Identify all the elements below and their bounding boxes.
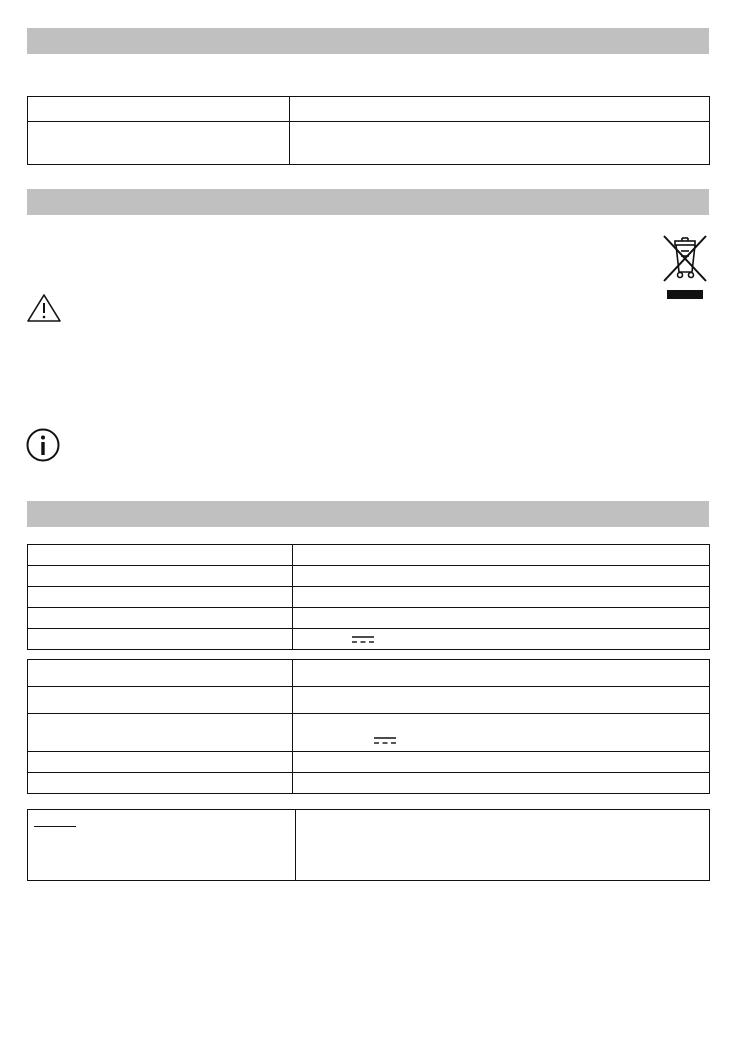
- table-cell: [293, 752, 710, 773]
- table-cell: [293, 566, 710, 587]
- table-cell: [28, 545, 293, 566]
- table-cell: [293, 608, 710, 629]
- table-cell: [293, 773, 710, 794]
- spec-table-b: [27, 659, 710, 794]
- table-cell: [28, 752, 293, 773]
- section-header-3: [27, 501, 709, 527]
- weee-crossed-bin-icon: [660, 233, 710, 301]
- table-cell: [28, 810, 296, 881]
- table-cell: [28, 714, 293, 752]
- info-icon: [25, 427, 61, 463]
- table-cell: [293, 714, 710, 752]
- table-cell: [290, 97, 710, 122]
- table-cell: [296, 810, 710, 881]
- table-cell: [28, 122, 290, 165]
- table-cell: [28, 660, 293, 687]
- table-cell: [28, 97, 290, 122]
- table-cell: [293, 629, 710, 650]
- table-cell: [28, 629, 293, 650]
- section-header-2: [27, 189, 709, 215]
- table-cell: [28, 773, 293, 794]
- warning-triangle-icon: [26, 293, 62, 323]
- dc-current-symbol-icon: [351, 635, 375, 645]
- section-header-1: [27, 28, 709, 54]
- table-cell: [290, 122, 710, 165]
- spec-table-c: [27, 809, 710, 881]
- table-cell: [28, 608, 293, 629]
- dc-current-symbol-icon: [373, 736, 397, 746]
- info-table-1: [27, 96, 710, 165]
- table-cell: [293, 587, 710, 608]
- spec-table-a: [27, 544, 710, 650]
- underline-mark: [34, 816, 76, 827]
- table-cell: [28, 566, 293, 587]
- table-cell: [28, 687, 293, 714]
- table-cell: [293, 660, 710, 687]
- table-cell: [28, 587, 293, 608]
- table-cell: [293, 687, 710, 714]
- table-cell: [293, 545, 710, 566]
